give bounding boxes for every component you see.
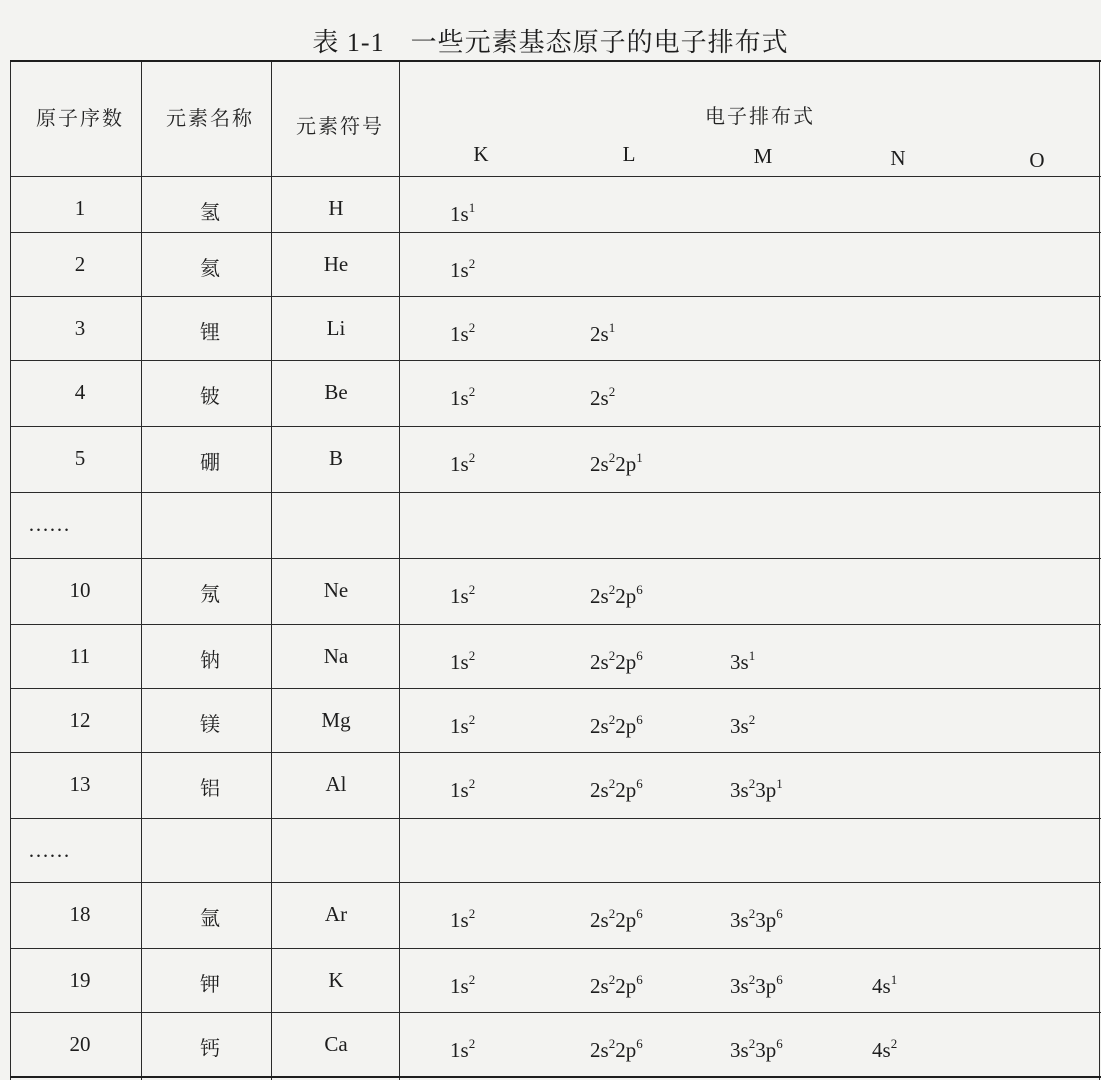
- shell-l-configuration: [590, 450, 643, 477]
- orbital-label: 1s: [450, 1038, 469, 1062]
- header-shell-l: L: [622, 142, 636, 166]
- shell-k-configuration: [450, 582, 475, 609]
- electron-count: 2: [608, 712, 616, 727]
- orbital-label: 3p: [755, 778, 777, 802]
- shell-l-configuration: [590, 384, 615, 411]
- orbital-label: 2p: [615, 452, 637, 476]
- shell-k-configuration: [450, 972, 475, 999]
- element-name-cell: 钾: [200, 972, 220, 996]
- table-horizontal-rule: [10, 1012, 1101, 1013]
- table-horizontal-rule: [10, 296, 1101, 297]
- orbital-label: 2s: [590, 452, 609, 476]
- element-symbol-cell: K: [328, 968, 344, 992]
- atomic-number-cell: 11: [69, 644, 91, 668]
- orbital-label: 2p: [615, 1038, 637, 1062]
- electron-count: 6: [636, 648, 643, 663]
- orbital-label: 2p: [615, 974, 637, 998]
- element-name-cell: 氖: [200, 582, 220, 606]
- electron-count: 2: [608, 972, 616, 987]
- element-symbol-cell: Ar: [324, 902, 348, 926]
- element-name-cell: 氩: [200, 906, 220, 930]
- atomic-number-cell: 20: [69, 1032, 91, 1056]
- electron-count: 1: [890, 972, 898, 987]
- electron-count: 6: [636, 972, 643, 987]
- shell-k-configuration: [450, 320, 475, 347]
- orbital-label: 1s: [450, 714, 469, 738]
- element-symbol-cell: Al: [325, 772, 347, 796]
- electron-count: 1: [748, 648, 756, 663]
- orbital-label: 3s: [730, 1038, 749, 1062]
- element-name-cell: 锂: [200, 320, 220, 344]
- shell-k-configuration: [450, 648, 475, 675]
- electron-count: 6: [636, 582, 643, 597]
- orbital-label: 2s: [590, 386, 609, 410]
- electron-count: 2: [468, 384, 476, 399]
- header-shell-m: M: [753, 144, 773, 168]
- electron-count: 2: [608, 776, 616, 791]
- orbital-label: 2p: [615, 650, 637, 674]
- element-name-cell: 硼: [200, 450, 220, 474]
- orbital-label: 1s: [450, 452, 469, 476]
- shell-k-configuration: [450, 200, 475, 227]
- table-vertical-rule: [10, 60, 11, 1080]
- orbital-label: 1s: [450, 908, 469, 932]
- table-horizontal-rule: [10, 1076, 1101, 1078]
- atomic-number-cell: 2: [74, 252, 86, 276]
- orbital-label: 2s: [590, 1038, 609, 1062]
- header-shell-o: O: [1029, 148, 1045, 172]
- electron-count: 1: [608, 320, 616, 335]
- shell-m-configuration: [730, 906, 783, 933]
- element-symbol-cell: Mg: [321, 708, 351, 732]
- electron-count: 2: [468, 712, 476, 727]
- element-name-cell: 钠: [200, 648, 220, 672]
- header-element-name: 元素名称: [166, 106, 254, 130]
- electron-count: 6: [776, 972, 783, 987]
- shell-m-configuration: [730, 648, 755, 675]
- table-horizontal-rule: [10, 360, 1101, 361]
- orbital-label: 1s: [450, 650, 469, 674]
- header-configuration: 电子排布式: [705, 104, 815, 128]
- shell-l-configuration: [590, 712, 643, 739]
- electron-count: 6: [776, 1036, 783, 1051]
- electron-count: 2: [748, 906, 756, 921]
- configuration-table: [10, 60, 1101, 1080]
- element-name-cell: 铍: [200, 384, 220, 408]
- electron-count: 2: [748, 972, 756, 987]
- atomic-number-cell: 5: [74, 446, 86, 470]
- electron-count: 2: [468, 582, 476, 597]
- orbital-label: 4s: [872, 974, 891, 998]
- element-symbol-cell: H: [328, 196, 344, 220]
- orbital-label: 1s: [450, 258, 469, 282]
- table-vertical-rule: [1099, 60, 1100, 1080]
- orbital-label: 3p: [755, 974, 777, 998]
- orbital-label: 1s: [450, 778, 469, 802]
- electron-count: 2: [468, 906, 476, 921]
- element-symbol-cell: Be: [324, 380, 348, 404]
- orbital-label: 1s: [450, 202, 469, 226]
- element-name-cell: 铝: [200, 776, 220, 800]
- atomic-number-cell: 1: [74, 196, 86, 220]
- table-horizontal-rule: [10, 492, 1101, 493]
- shell-l-configuration: [590, 972, 643, 999]
- orbital-label: 2s: [590, 908, 609, 932]
- shell-k-configuration: [450, 1036, 475, 1063]
- orbital-label: 1s: [450, 322, 469, 346]
- atomic-number-cell: 18: [69, 902, 91, 926]
- orbital-label: 1s: [450, 974, 469, 998]
- shell-l-configuration: [590, 648, 643, 675]
- shell-n-configuration: [872, 1036, 897, 1063]
- shell-n-configuration: [872, 972, 897, 999]
- table-horizontal-rule: [10, 176, 1101, 177]
- orbital-label: 2s: [590, 714, 609, 738]
- electron-count: 2: [468, 776, 476, 791]
- electron-count: 6: [636, 712, 643, 727]
- table-horizontal-rule: [10, 818, 1101, 819]
- shell-l-configuration: [590, 776, 643, 803]
- atomic-number-cell: 12: [69, 708, 91, 732]
- orbital-label: 3p: [755, 908, 777, 932]
- shell-m-configuration: [730, 972, 783, 999]
- orbital-label: 2p: [615, 908, 637, 932]
- shell-l-configuration: [590, 906, 643, 933]
- electron-count: 2: [468, 648, 476, 663]
- orbital-label: 3p: [755, 1038, 777, 1062]
- atomic-number-cell: ……: [28, 838, 70, 862]
- orbital-label: 2s: [590, 584, 609, 608]
- shell-m-configuration: [730, 1036, 783, 1063]
- element-name-cell: 钙: [200, 1036, 220, 1060]
- electron-count: 2: [608, 906, 616, 921]
- electron-count: 6: [636, 906, 643, 921]
- table-horizontal-rule: [10, 688, 1101, 689]
- element-symbol-cell: Na: [323, 644, 349, 668]
- orbital-label: 3s: [730, 650, 749, 674]
- orbital-label: 2s: [590, 778, 609, 802]
- electron-count: 2: [608, 582, 616, 597]
- table-number: 表 1-1: [312, 28, 385, 57]
- shell-k-configuration: [450, 776, 475, 803]
- shell-l-configuration: [590, 582, 643, 609]
- table-horizontal-rule: [10, 558, 1101, 559]
- atomic-number-cell: 4: [74, 380, 86, 404]
- shell-l-configuration: [590, 1036, 643, 1063]
- element-name-cell: 氢: [200, 200, 220, 224]
- shell-m-configuration: [730, 712, 755, 739]
- orbital-label: 3s: [730, 974, 749, 998]
- element-symbol-cell: He: [323, 252, 349, 276]
- header-element-symbol: 元素符号: [296, 114, 384, 138]
- atomic-number-cell: 3: [74, 316, 86, 340]
- header-atomic-number: 原子序数: [36, 106, 124, 130]
- electron-count: 2: [468, 320, 476, 335]
- header-shell-k: K: [473, 142, 489, 166]
- header-shell-n: N: [890, 146, 906, 170]
- electron-count: 2: [748, 712, 756, 727]
- atomic-number-cell: 10: [69, 578, 91, 602]
- orbital-label: 2p: [615, 584, 637, 608]
- electron-count: 1: [636, 450, 643, 465]
- electron-count: 2: [608, 1036, 616, 1051]
- orbital-label: 2p: [615, 778, 637, 802]
- orbital-label: 2p: [615, 714, 637, 738]
- orbital-label: 4s: [872, 1038, 891, 1062]
- electron-count: 6: [636, 776, 643, 791]
- shell-k-configuration: [450, 256, 475, 283]
- shell-k-configuration: [450, 712, 475, 739]
- table-horizontal-rule: [10, 60, 1101, 62]
- orbital-label: 3s: [730, 908, 749, 932]
- electron-count: 2: [468, 972, 476, 987]
- orbital-label: 1s: [450, 386, 469, 410]
- table-horizontal-rule: [10, 232, 1101, 233]
- atomic-number-cell: 19: [69, 968, 91, 992]
- table-title: 一些元素基态原子的电子排布式: [410, 28, 789, 58]
- orbital-label: 2s: [590, 650, 609, 674]
- electron-count: 2: [608, 648, 616, 663]
- atomic-number-cell: 13: [69, 772, 91, 796]
- shell-k-configuration: [450, 450, 475, 477]
- table-horizontal-rule: [10, 752, 1101, 753]
- table-horizontal-rule: [10, 882, 1101, 883]
- electron-count: 2: [468, 450, 476, 465]
- shell-l-configuration: [590, 320, 615, 347]
- orbital-label: 3s: [730, 778, 749, 802]
- shell-k-configuration: [450, 906, 475, 933]
- electron-count: 6: [776, 906, 783, 921]
- shell-k-configuration: [450, 384, 475, 411]
- electron-count: 2: [608, 384, 616, 399]
- orbital-label: 2s: [590, 974, 609, 998]
- table-vertical-rule: [141, 60, 142, 1080]
- electron-count: 2: [608, 450, 616, 465]
- atomic-number-cell: ……: [28, 512, 70, 536]
- element-symbol-cell: Ne: [323, 578, 349, 602]
- orbital-label: 3s: [730, 714, 749, 738]
- element-name-cell: 氦: [200, 256, 220, 280]
- orbital-label: 1s: [450, 584, 469, 608]
- electron-count: 2: [890, 1036, 898, 1051]
- table-horizontal-rule: [10, 624, 1101, 625]
- electron-count: 2: [468, 1036, 476, 1051]
- element-name-cell: 镁: [200, 712, 220, 736]
- element-symbol-cell: Li: [326, 316, 346, 340]
- electron-count: 1: [776, 776, 783, 791]
- orbital-label: 2s: [590, 322, 609, 346]
- shell-m-configuration: [730, 776, 783, 803]
- table-horizontal-rule: [10, 948, 1101, 949]
- element-symbol-cell: Ca: [324, 1032, 348, 1056]
- electron-count: 2: [468, 256, 476, 271]
- electron-count: 6: [636, 1036, 643, 1051]
- table-caption: [0, 22, 1101, 59]
- table-horizontal-rule: [10, 426, 1101, 427]
- electron-count: 2: [748, 776, 756, 791]
- electron-count: 2: [748, 1036, 756, 1051]
- element-symbol-cell: B: [328, 446, 343, 470]
- electron-count: 1: [468, 200, 476, 215]
